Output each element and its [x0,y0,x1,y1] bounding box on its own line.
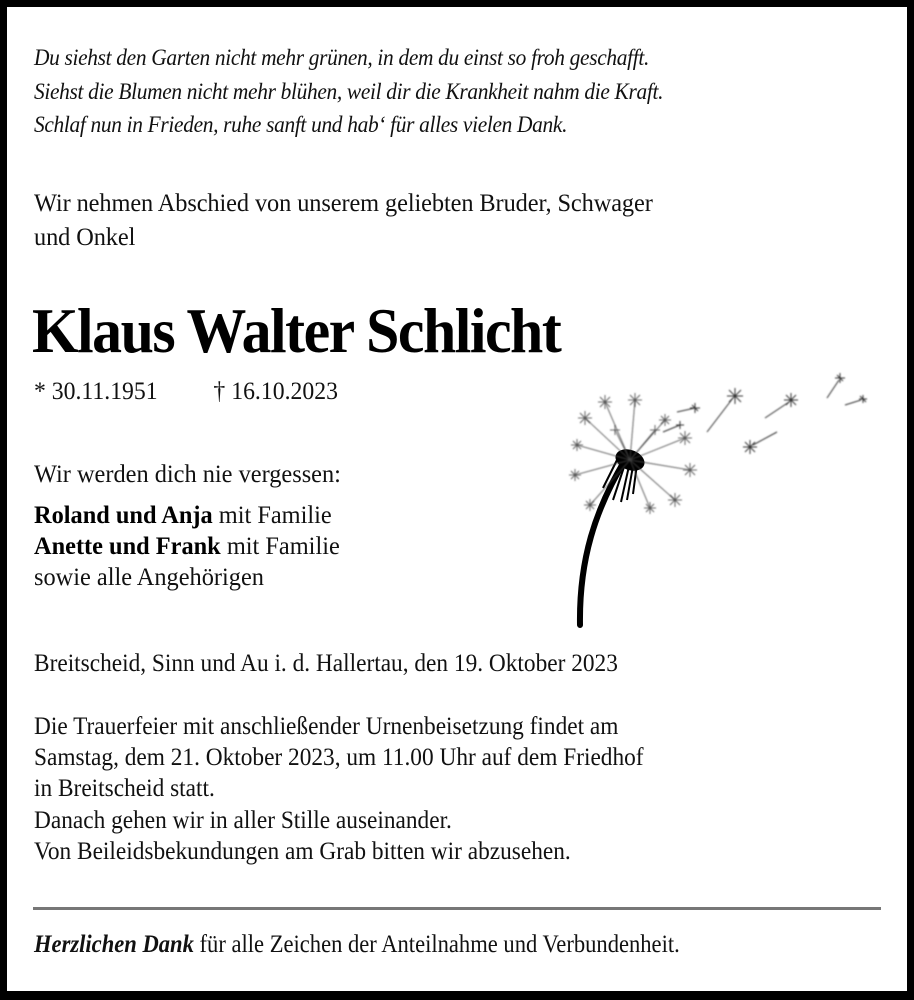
birth-date: * 30.11.1951 [34,376,158,405]
mourner-names: Anette und Frank [34,531,221,560]
mourner-entry [34,530,341,561]
poem-line: Du siehst den Garten nicht mehr grünen, in dem du einst so froh geschafft. [34,45,649,70]
mourners [34,458,341,592]
deceased-name: Klaus Walter Schlicht [32,295,561,366]
mourner-names: Roland und Anja [34,500,213,529]
life-dates [34,375,338,407]
ceremony-info [34,710,644,866]
obituary-notice [7,7,907,991]
intro-line: Wir nehmen Abschied von unserem geliebten Bruder, Schwager [34,188,653,217]
thanks-emphasis: Herzlichen Dank [34,929,194,958]
thanks-text: für alle Zeichen der Anteilnahme und Verbundenheit. [193,929,680,958]
thanks-line [34,928,680,960]
ceremony-line: Von Beileidsbekundungen am Grab bitten wir abzusehen. [34,835,571,865]
poem-line: Schlaf nun in Frieden, ruhe sanft und hab‘ für alles vielen Dank. [34,112,568,137]
ceremony-line: in Breitscheid statt. [34,773,215,803]
place-and-date: Breitscheid, Sinn und Au i. d. Hallertau, den 19. Oktober 2023 [34,648,618,677]
mourner-entry [34,499,341,530]
mourner-suffix: mit Familie [220,531,340,560]
divider [33,907,881,910]
ceremony-line: Danach gehen wir in aller Stille auseinander. [34,804,452,834]
mourners-closing: sowie alle Angehörigen [34,562,264,591]
intro-text [34,186,653,254]
ceremony-line: Die Trauerfeier mit anschließender Urnenbeisetzung findet am [34,711,619,740]
poem [34,41,663,142]
death-date: † 16.10.2023 [213,376,338,405]
dandelion-icon [555,360,875,630]
poem-line: Siehst die Blumen nicht mehr blühen, weil dir die Krankheit nahm die Kraft. [34,78,664,104]
ceremony-line: Samstag, dem 21. Oktober 2023, um 11.00 Uhr auf dem Friedhof [34,742,644,772]
mourners-lead: Wir werden dich nie vergessen: [34,459,341,488]
intro-line: und Onkel [34,222,136,251]
mourner-suffix: mit Familie [212,500,332,529]
